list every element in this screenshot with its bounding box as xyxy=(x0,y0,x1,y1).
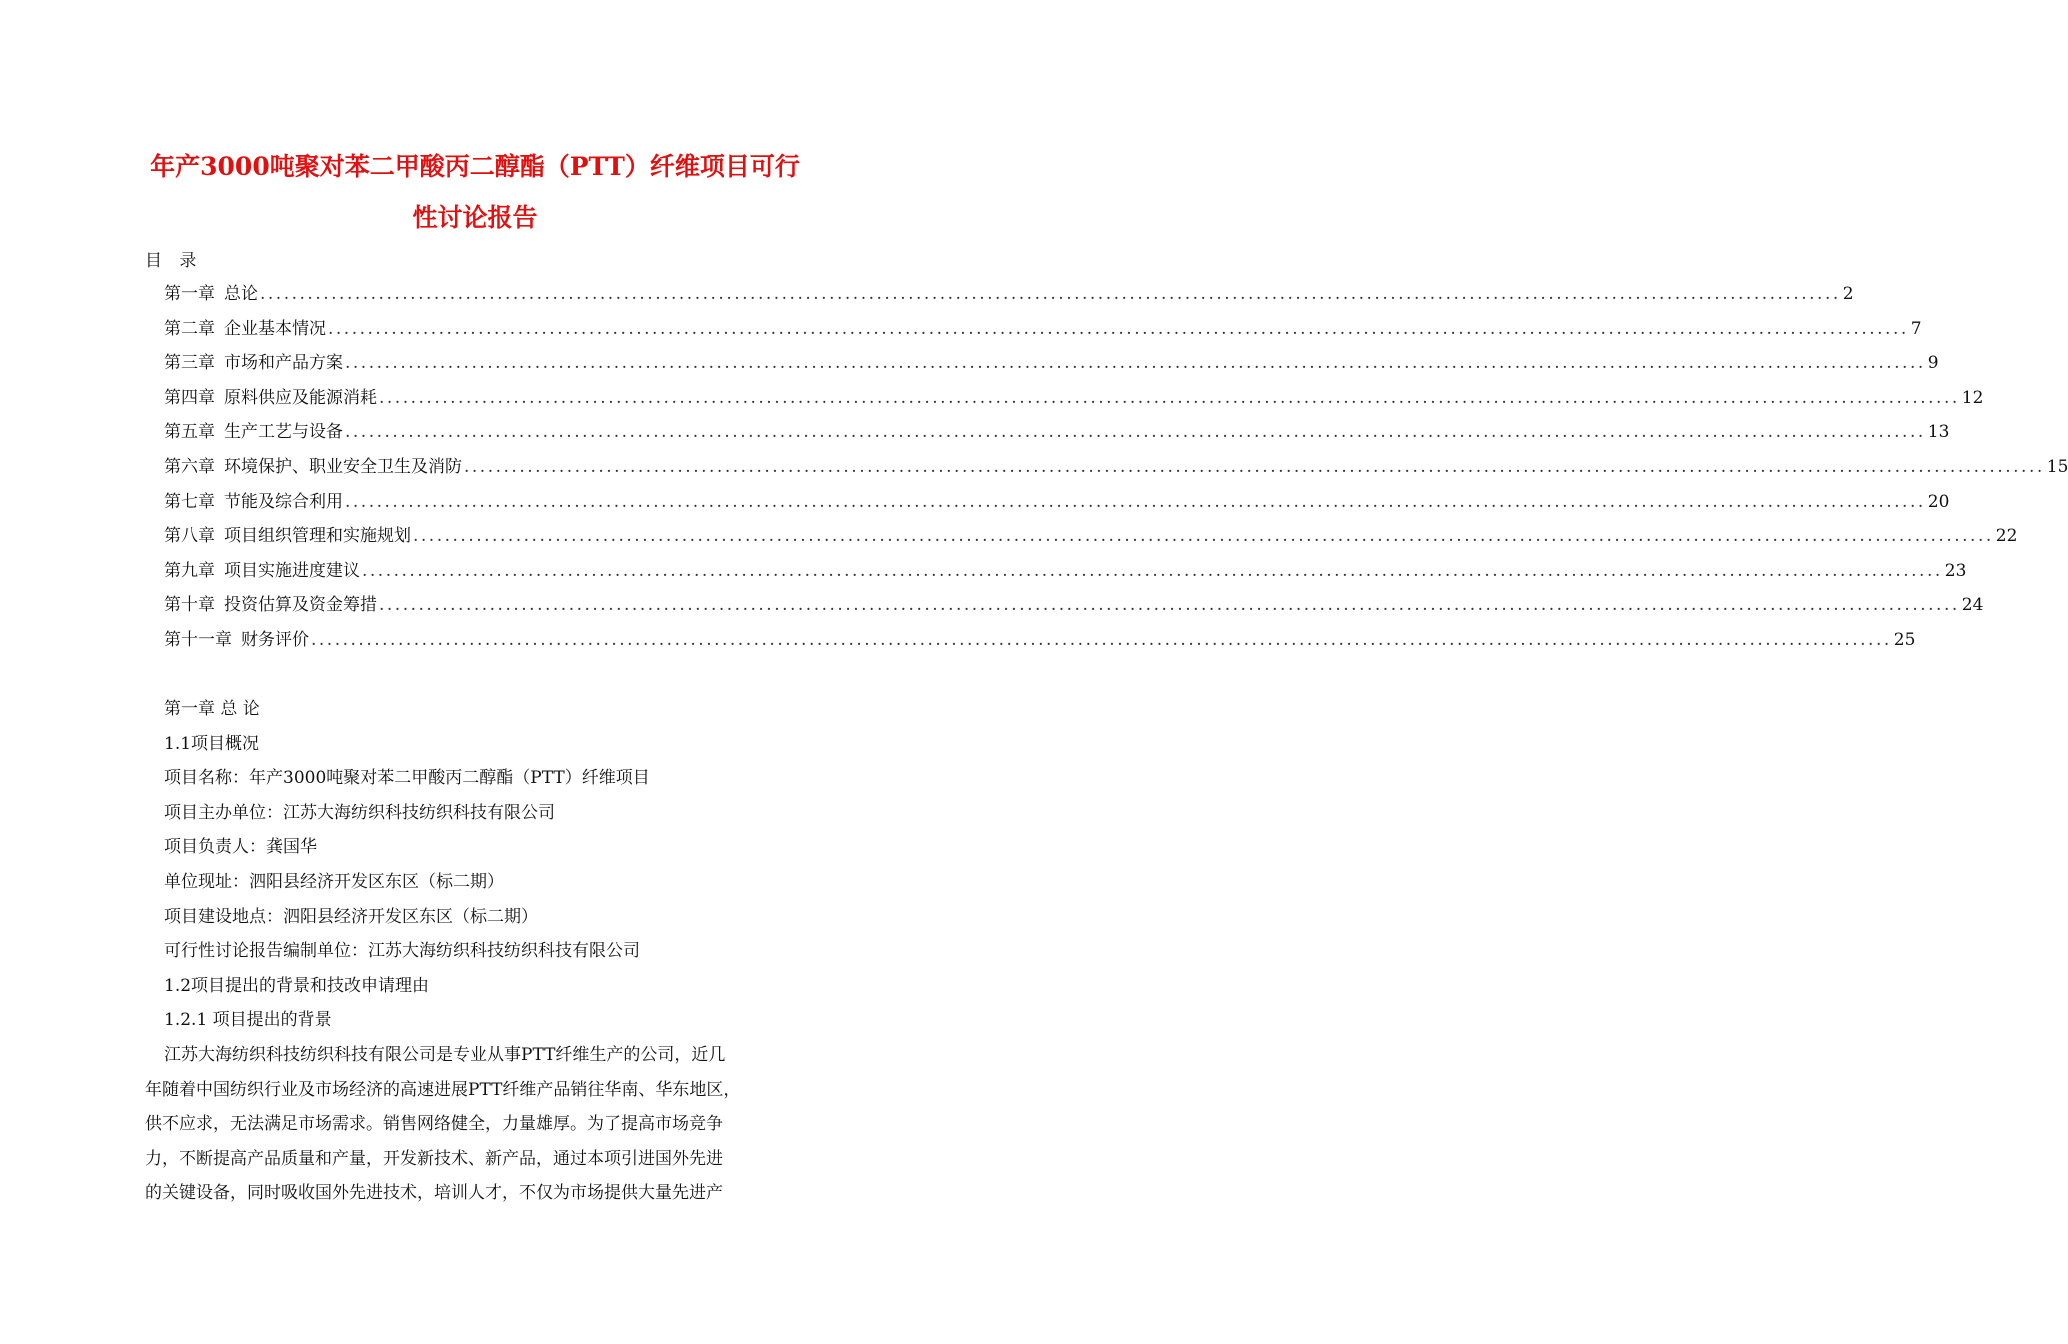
toc-item[interactable] xyxy=(164,593,1984,628)
toc-title: 财务评价 xyxy=(241,629,309,650)
toc-title: 节能及综合利用 xyxy=(224,491,343,512)
toc-title: 投资估算及资金筹措 xyxy=(224,595,377,616)
sponsor-line: 项目主办单位：江苏大海纺织科技纺织科技有限公司 xyxy=(164,802,555,823)
toc-item[interactable] xyxy=(164,490,1950,525)
paragraph-line: 江苏大海纺织科技纺织科技有限公司是专业从事PTT纤维生产的公司，近几 xyxy=(164,1044,726,1065)
toc-page-number: 20 xyxy=(1927,491,1950,512)
toc-item[interactable] xyxy=(164,317,1922,352)
section-heading: 1.2项目提出的背景和技改申请理由 xyxy=(164,975,430,996)
document-title-line-2: 性讨论报告 xyxy=(412,203,538,232)
toc-chapter: 第十一章 xyxy=(164,629,232,650)
compiler-line: 可行性讨论报告编制单位：江苏大海纺织科技纺织科技有限公司 xyxy=(164,941,640,962)
paragraph-line: 的关键设备，同时吸收国外先进技术，培训人才，不仅为市场提供大量先进产 xyxy=(145,1183,723,1204)
toc-page-number: 13 xyxy=(1927,422,1950,443)
toc-chapter: 第六章 xyxy=(164,456,215,477)
toc-chapter: 第九章 xyxy=(164,560,215,581)
toc-page-number: 15 xyxy=(2046,456,2068,477)
toc-leader-dots: ........................................................................................................................................................................................................ xyxy=(328,318,1909,339)
toc-leader-dots: ........................................................................................................................................................................................................ xyxy=(345,491,1926,512)
toc-leader-dots: ........................................................................................................................................................................................................ xyxy=(464,456,2045,477)
toc-page-number: 23 xyxy=(1944,560,1967,581)
toc-title: 原料供应及能源消耗 xyxy=(224,387,377,408)
toc-item[interactable] xyxy=(164,386,1984,421)
paragraph-line: 力，不断提高产品质量和产量，开发新技术、新产品，通过本项引进国外先进 xyxy=(145,1148,723,1169)
toc-page-number: 9 xyxy=(1927,353,1939,374)
toc-page-number: 2 xyxy=(1842,284,1854,304)
toc-item[interactable] xyxy=(164,282,1854,317)
toc-leader-dots: ........................................................................................................................................................................................................ xyxy=(379,387,1960,408)
site-line: 项目建设地点：泗阳县经济开发区东区（标二期） xyxy=(164,906,538,927)
toc-chapter: 第四章 xyxy=(164,387,215,408)
toc-chapter: 第五章 xyxy=(164,422,215,443)
toc-leader-dots: ........................................................................................................................................................................................................ xyxy=(345,353,1926,374)
toc-item[interactable] xyxy=(164,455,2068,490)
toc-chapter: 第一章 xyxy=(164,284,215,304)
toc-title: 总论 xyxy=(224,284,258,304)
subsection-heading: 1.2.1 项目提出的背景 xyxy=(164,1010,332,1031)
toc-title: 企业基本情况 xyxy=(224,318,326,339)
toc-item[interactable] xyxy=(164,628,1916,663)
section-heading: 1.1项目概况 xyxy=(164,733,260,754)
toc-item[interactable] xyxy=(164,559,1967,594)
paragraph-line: 供不应求，无法满足市场需求。销售网络健全，力量雄厚。为了提高市场竞争 xyxy=(145,1114,723,1135)
chapter-one-body xyxy=(145,697,805,1216)
toc-leader-dots: ........................................................................................................................................................................................................ xyxy=(260,284,1841,304)
toc-chapter: 第十章 xyxy=(164,595,215,616)
toc-leader-dots: ........................................................................................................................................................................................................ xyxy=(362,560,1943,581)
toc-heading: 目 录 xyxy=(145,251,203,271)
toc-item[interactable] xyxy=(164,351,1939,386)
toc-chapter: 第三章 xyxy=(164,353,215,374)
chapter-heading: 第一章 总 论 xyxy=(164,699,260,719)
toc-title: 生产工艺与设备 xyxy=(224,422,343,443)
toc-chapter: 第七章 xyxy=(164,491,215,512)
toc-item[interactable] xyxy=(164,524,2018,559)
toc-leader-dots: ........................................................................................................................................................................................................ xyxy=(413,526,1994,547)
toc-title: 项目实施进度建议 xyxy=(224,560,360,581)
table-of-contents xyxy=(164,282,2068,663)
leader-line: 项目负责人：龚国华 xyxy=(164,837,317,858)
toc-title: 市场和产品方案 xyxy=(224,353,343,374)
toc-page-number: 22 xyxy=(1995,526,2018,547)
toc-leader-dots: ........................................................................................................................................................................................................ xyxy=(311,629,1892,650)
toc-chapter: 第八章 xyxy=(164,526,215,547)
toc-chapter: 第二章 xyxy=(164,318,215,339)
toc-leader-dots: ........................................................................................................................................................................................................ xyxy=(379,595,1960,616)
toc-title: 项目组织管理和实施规划 xyxy=(224,526,411,547)
project-name-line: 项目名称：年产3000吨聚对苯二甲酸丙二醇酯（PTT）纤维项目 xyxy=(164,768,650,789)
toc-page-number: 24 xyxy=(1961,595,1984,616)
toc-title: 环境保护、职业安全卫生及消防 xyxy=(224,456,462,477)
address-line: 单位现址：泗阳县经济开发区东区（标二期） xyxy=(164,871,504,892)
document-title-line-1: 年产3000吨聚对苯二甲酸丙二醇酯（PTT）纤维项目可行 xyxy=(150,152,800,181)
toc-page-number: 12 xyxy=(1961,387,1984,408)
toc-leader-dots: ........................................................................................................................................................................................................ xyxy=(345,422,1926,443)
toc-page-number: 7 xyxy=(1910,318,1922,339)
toc-page-number: 25 xyxy=(1893,629,1916,650)
toc-item[interactable] xyxy=(164,420,1950,455)
paragraph-line: 年随着中国纺织行业及市场经济的高速进展PTT纤维产品销往华南、华东地区， xyxy=(145,1079,741,1100)
